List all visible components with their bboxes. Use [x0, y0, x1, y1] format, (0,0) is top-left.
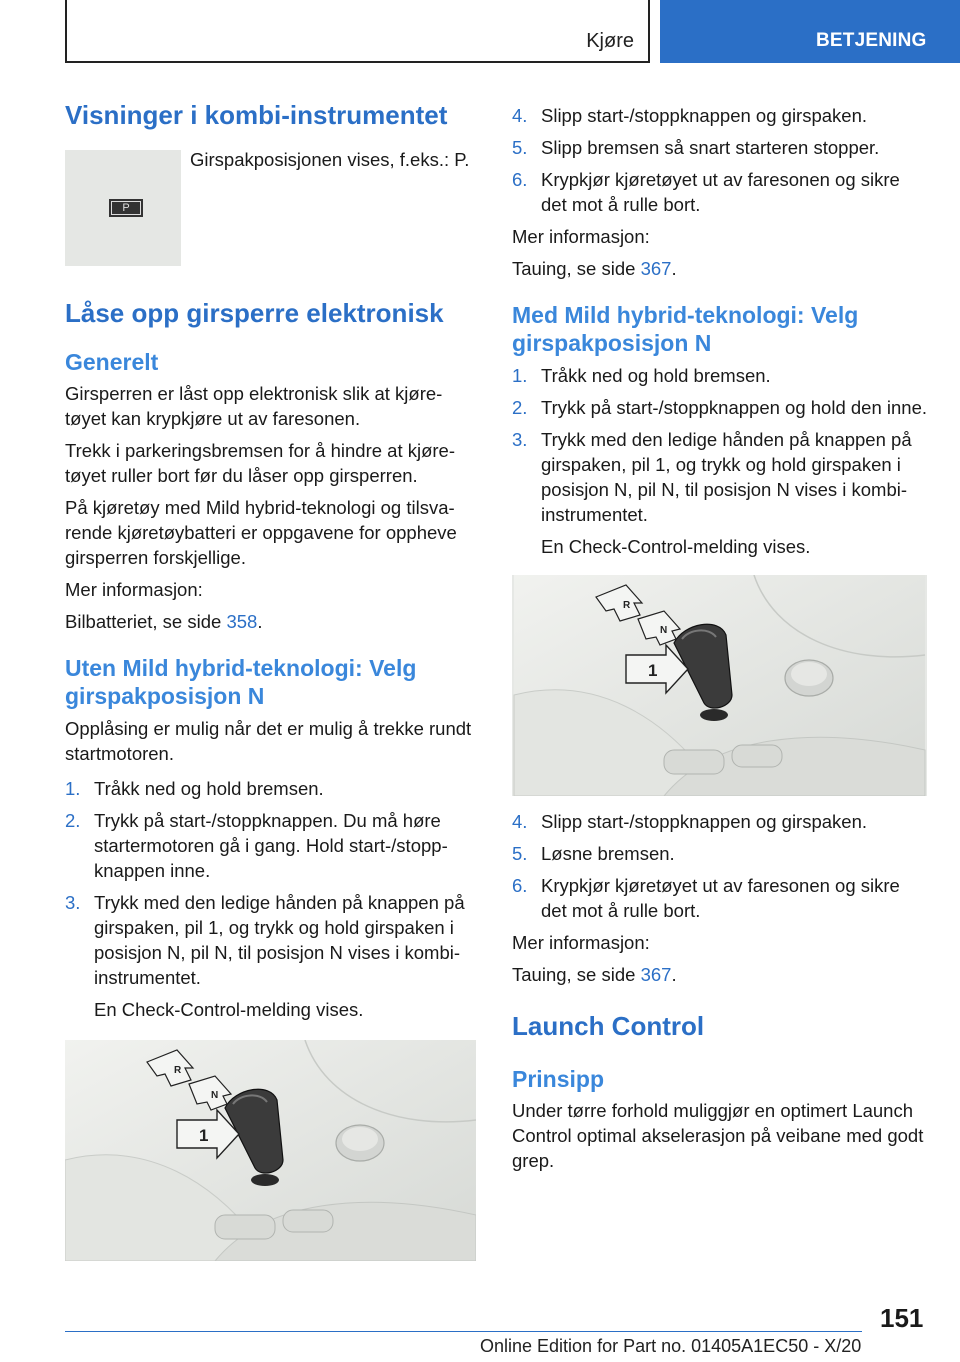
gear-selector-illustration — [512, 575, 927, 796]
step-number: 3. — [65, 892, 81, 913]
step-item — [512, 167, 927, 217]
step-number: 1. — [512, 365, 528, 386]
header-section: Kjøre — [586, 30, 634, 52]
console-button — [732, 745, 782, 767]
display-indicator-block — [65, 150, 477, 266]
paragraph-1: Girsperren er låst opp elektronisk slik at kjøretøyet kan krypkjøre ut av faresonen. — [65, 383, 443, 429]
step-item — [512, 363, 927, 388]
section-title-display: Visninger i kombi-instrumentet — [65, 100, 448, 130]
section-title-launch-control: Launch Control — [512, 1011, 705, 1041]
console-button — [664, 750, 724, 774]
step-number: 2. — [512, 397, 528, 418]
step-text: Trykk på start-/stoppknappen og hold den inne. — [541, 397, 927, 418]
step-item — [65, 776, 477, 801]
step-text: Krypkjør kjøretøyet ut av faresonen og sikre det mot å rulle bort. — [541, 875, 900, 921]
step-text: Trykk med den ledige hånden på knappen på girspaken, pil 1, og trykk og hold girspaken i posisjon N, pil N, til posisjon N vises i kombiinstrumentet. — [541, 429, 912, 525]
step-text: Trykk på start-/stoppknappen. Du må høre startermotoren gå i gang. Hold start-/stoppknappen inne. — [94, 810, 448, 881]
step-number: 5. — [512, 843, 528, 864]
step-text: Løsne bremsen. — [541, 843, 675, 864]
step-item — [512, 103, 927, 128]
subtitle-without-mild-hybrid: Uten Mild hybrid-teknologi: Velg girspakposisjon N — [65, 655, 417, 709]
arrow-r-label: R — [623, 600, 631, 611]
gear-display-image — [65, 150, 181, 266]
steps-list-left — [65, 776, 477, 990]
arrow-n-label: N — [211, 1090, 219, 1101]
step-text: Slipp bremsen så snart starteren stopper. — [541, 137, 880, 158]
step-number: 5. — [512, 137, 528, 158]
steps-list-right-bottom — [512, 809, 927, 923]
step-number: 1. — [65, 778, 81, 799]
step-text: Krypkjør kjøretøyet ut av faresonen og sikre det mot å rulle bort. — [541, 169, 900, 215]
subtitle-with-mild-hybrid: Med Mild hybrid-teknologi: Velg girspakposisjon N — [512, 302, 859, 356]
gear-selector-illustration — [65, 1040, 476, 1261]
check-control-note-right: En Check-Control-melding vises. — [541, 536, 811, 557]
arrow-1-label: 1 — [648, 661, 658, 680]
gear-lever-base — [251, 1174, 279, 1186]
page-number: 151 — [880, 1303, 924, 1333]
step-text: Slipp start-/stoppknappen og girspaken. — [541, 105, 868, 126]
footer-rule — [65, 1331, 862, 1332]
cross-reference-tow-b: Tauing, se side 367. — [512, 964, 677, 985]
step-item — [512, 841, 927, 866]
footer-edition: Online Edition for Part no. 01405A1EC50 - X/20 — [480, 1336, 862, 1356]
page-link-358[interactable]: 358 — [226, 611, 258, 632]
step-text: Trykk med den ledige hånden på knappen på girspaken, pil 1, og trykk og hold girspaken i posisjon N, pil N, til posisjon N vises i kombiinstrumentet. — [94, 892, 465, 988]
subtitle-principle: Prinsipp — [512, 1066, 605, 1092]
more-info-label: Mer informasjon: — [65, 579, 203, 600]
step-text: Tråkk ned og hold bremsen. — [94, 778, 324, 799]
console-button — [215, 1215, 275, 1239]
step-number: 4. — [512, 811, 528, 832]
step-item — [512, 873, 927, 923]
step-text: Tråkk ned og hold bremsen. — [541, 365, 771, 386]
step-number: 2. — [65, 810, 81, 831]
page-link-367-b[interactable]: 367 — [640, 964, 672, 985]
step-item — [65, 808, 477, 883]
steps-list-right-mid — [512, 363, 927, 527]
park-indicator-icon: P — [109, 199, 143, 217]
chapter-tab: BETJENING — [660, 0, 960, 63]
more-info-label-right-b: Mer informasjon: — [512, 932, 650, 953]
step-item — [65, 890, 477, 990]
gear-selector-figure-left — [65, 1040, 476, 1261]
steps-list-right-top — [512, 103, 927, 217]
controller-knob-top — [342, 1127, 378, 1151]
right-column — [512, 103, 927, 1173]
controller-knob-top — [791, 662, 827, 686]
gear-lever-base — [700, 709, 728, 721]
arrow-1-label: 1 — [199, 1126, 209, 1145]
step-item — [512, 395, 927, 420]
paragraph-2: Trekk i parkeringsbremsen for å hindre at kjøretøyet ruller bort før du låser opp girsperren. — [65, 440, 456, 486]
check-control-note-left: En Check-Control-melding vises. — [94, 999, 364, 1020]
step-number: 6. — [512, 875, 528, 896]
left-column — [65, 100, 477, 1261]
step-item — [512, 809, 927, 834]
gear-selector-figure-right — [512, 575, 927, 796]
icon-caption: Girspakposisjonen vises, f.eks.: P. — [190, 149, 470, 170]
section-title-unlock: Låse opp girsperre elektronisk — [65, 298, 444, 328]
subtitle-general: Generelt — [65, 349, 159, 375]
paragraph-3: På kjøretøy med Mild hybrid-teknologi og tilsvarende kjøretøybatteri er oppgavene for oppheve girsperren forskjellige. — [65, 497, 457, 568]
without-intro: Opplåsing er mulig når det er mulig å trekke rundt startmotoren. — [65, 718, 472, 764]
running-header — [65, 0, 650, 63]
more-info-label-right-a: Mer informasjon: — [512, 226, 650, 247]
step-number: 4. — [512, 105, 528, 126]
console-button — [283, 1210, 333, 1232]
arrow-r-label: R — [174, 1065, 182, 1076]
cross-reference: Bilbatteriet, se side 358. — [65, 611, 263, 632]
step-item — [512, 427, 927, 527]
step-item — [512, 135, 927, 160]
page-link-367-a[interactable]: 367 — [640, 258, 672, 279]
step-text: Slipp start-/stoppknappen og girspaken. — [541, 811, 868, 832]
step-number: 6. — [512, 169, 528, 190]
arrow-n-label: N — [660, 625, 668, 636]
launch-paragraph: Under tørre forhold muliggjør en optimert Launch Control optimal akselerasjon på veibane med godt grep. — [512, 1100, 924, 1171]
cross-reference-tow-a: Tauing, se side 367. — [512, 258, 677, 279]
step-number: 3. — [512, 429, 528, 450]
